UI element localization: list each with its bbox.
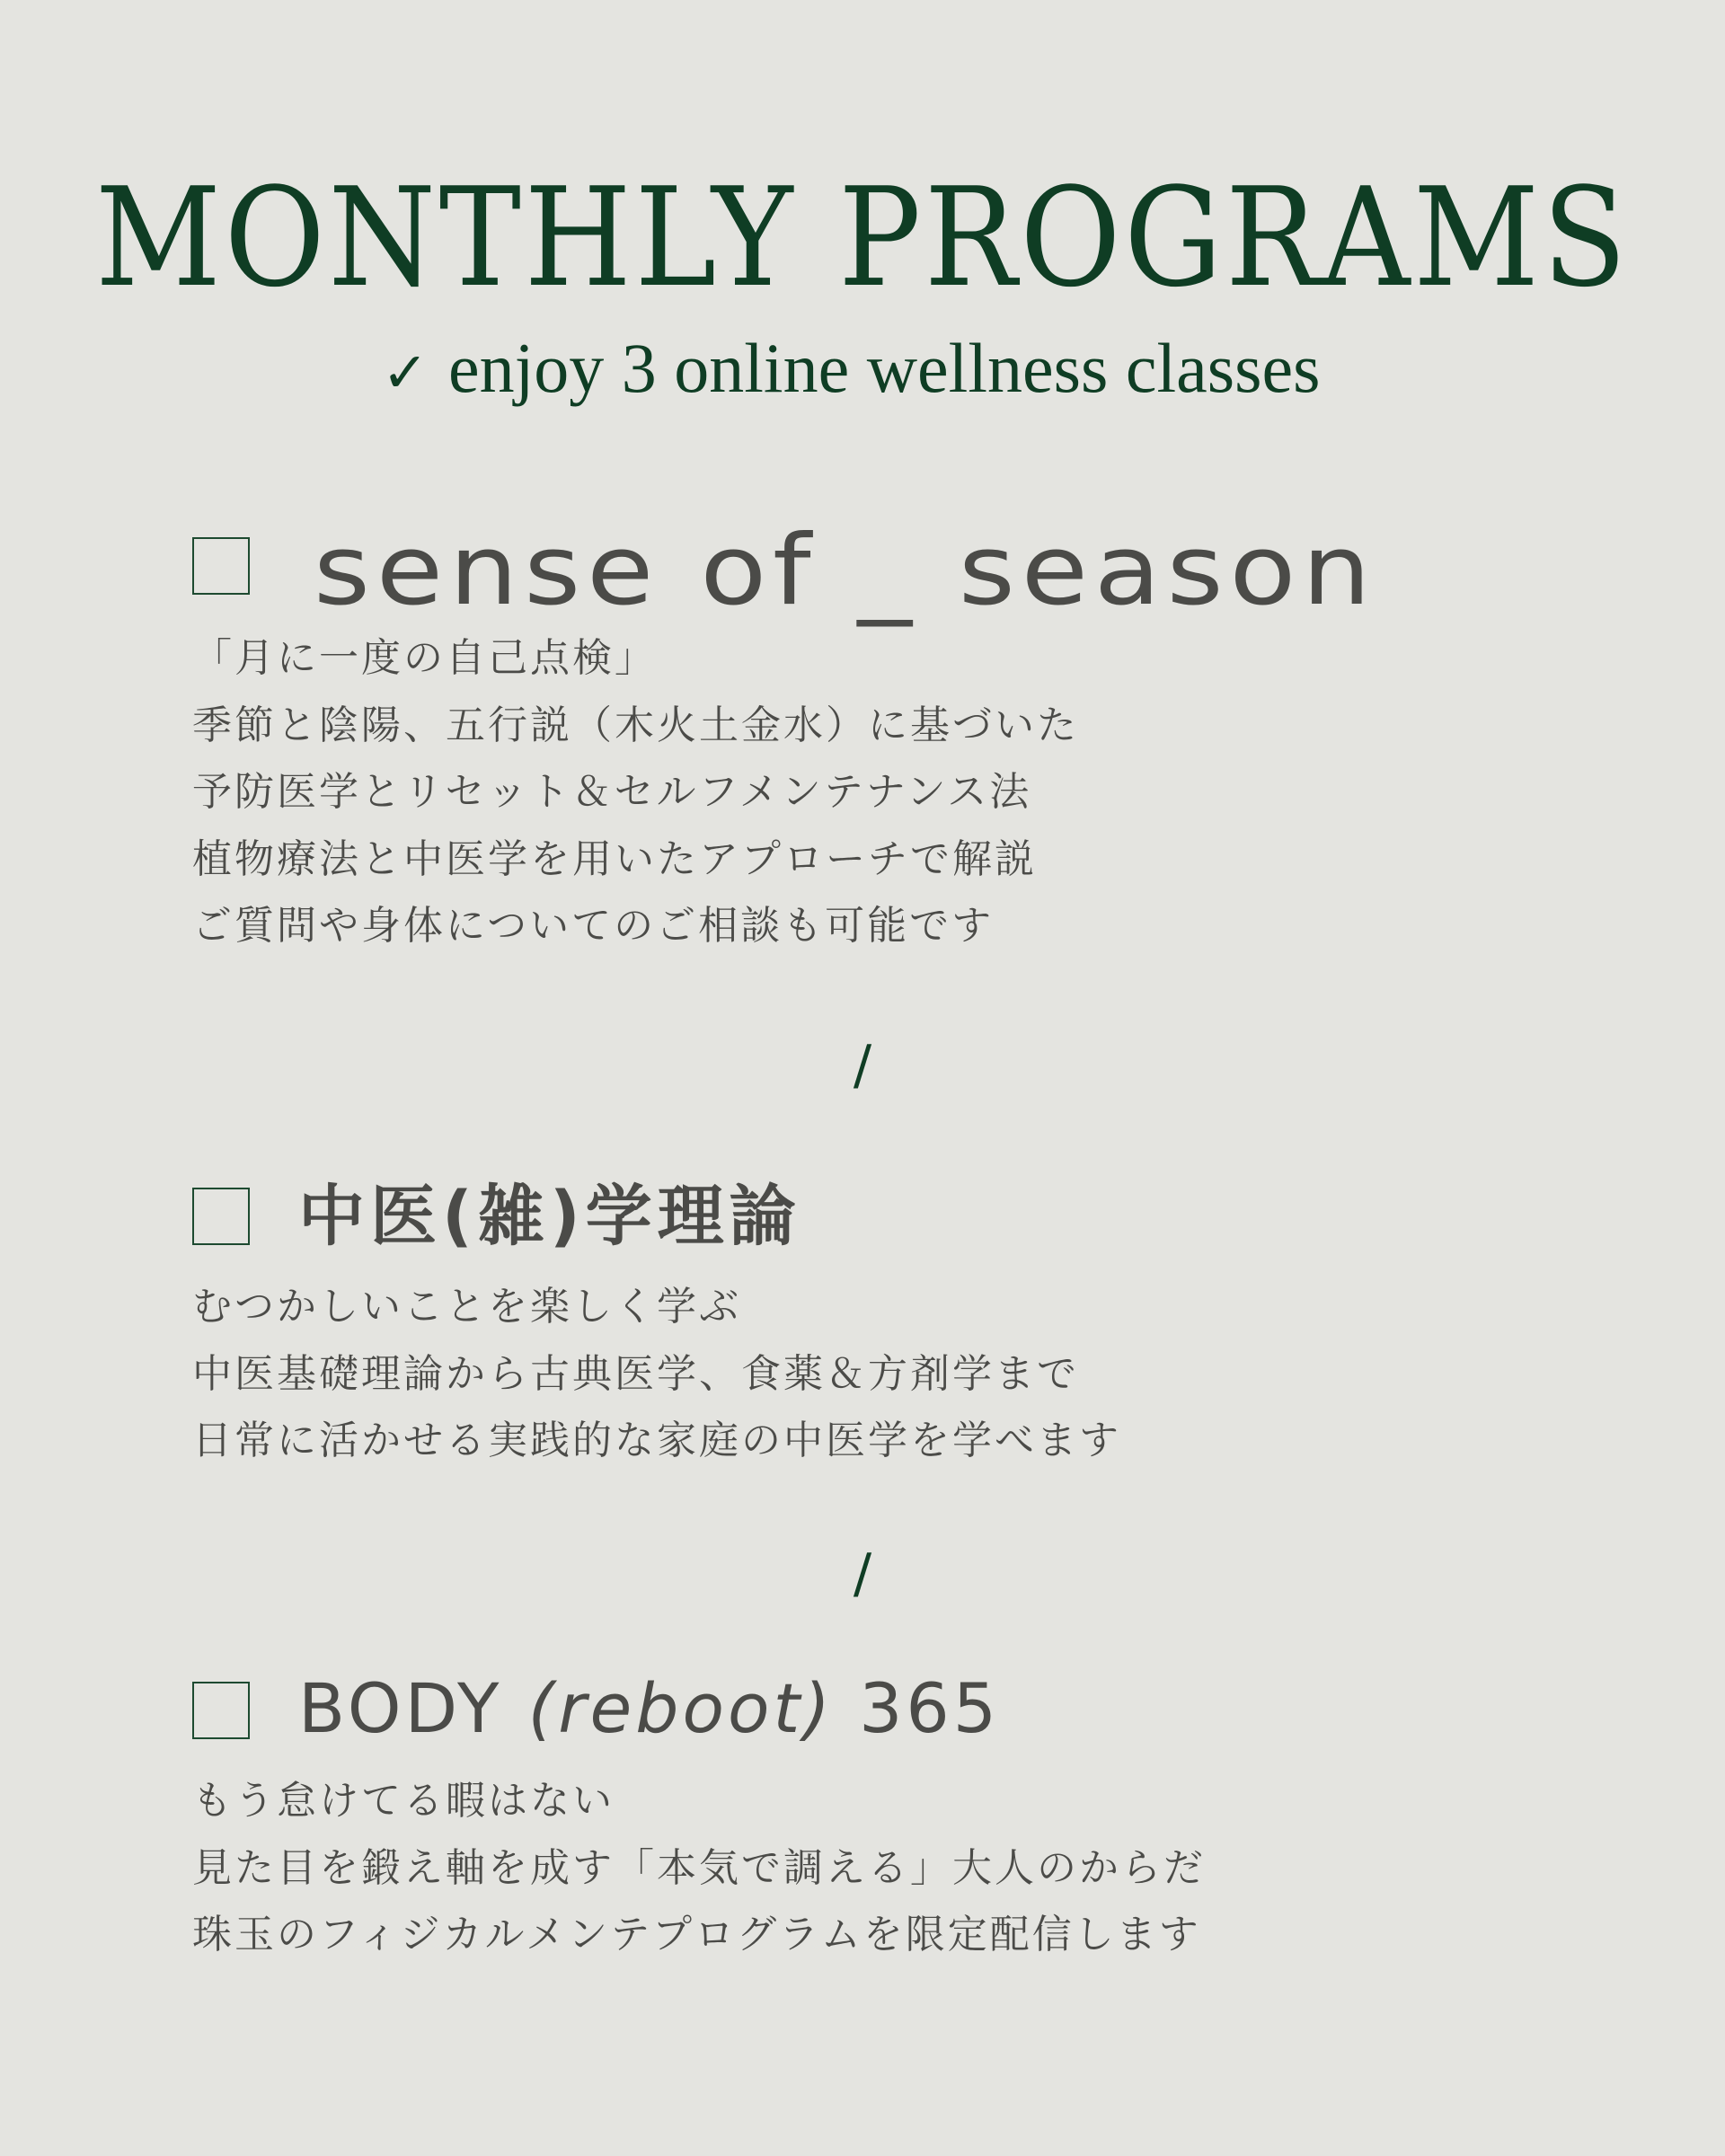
- description-line: ご質問や身体についてのご相談も可能です: [192, 903, 995, 949]
- program-title-main: BODY: [298, 1668, 528, 1748]
- program-body-reboot-365: [192, 1668, 1630, 1969]
- program-title-number: 365: [833, 1668, 1001, 1748]
- program-sense-of-season: [192, 515, 1630, 960]
- program-heading-row: [192, 515, 1630, 627]
- subtitle-text: enjoy 3 online wellness classes: [447, 329, 1321, 407]
- description-line: 季節と陰陽、五行説（木火土金水）に基づいた: [192, 702, 1079, 748]
- description-line: 植物療法と中医学を用いたアプローチで解説: [192, 835, 1037, 882]
- description-line: 見た目を鍛え軸を成す「本気で調える」大人のからだ: [192, 1844, 1206, 1891]
- description-line: 珠玉のフィジカルメンテプログラムを限定配信します: [192, 1912, 1201, 1957]
- program-description: [192, 625, 1630, 960]
- description-line: 中医基礎理論から古典医学、食薬＆方剤学まで: [192, 1350, 1079, 1397]
- program-title: 中医(雑)学理論: [298, 1178, 801, 1255]
- program-chinese-medicine-theory: [192, 1177, 1630, 1475]
- program-title: sense of _ season: [314, 515, 1377, 627]
- section-divider: /: [853, 1542, 872, 1605]
- check-icon: ✓: [382, 340, 429, 405]
- checkbox-icon: [192, 1682, 250, 1739]
- description-line: もう怠けてる暇はない: [192, 1778, 615, 1824]
- program-description: [192, 1274, 1630, 1475]
- program-title: [298, 1664, 1000, 1754]
- checkbox-icon: [192, 1188, 250, 1245]
- program-heading-row: [192, 1177, 1630, 1267]
- description-line: 「月に一度の自己点検」: [192, 635, 657, 681]
- program-description: [192, 1768, 1630, 1969]
- section-divider: /: [853, 1034, 872, 1097]
- page-title: MONTHLY PROGRAMS: [94, 158, 1631, 317]
- program-heading-row: [192, 1668, 1630, 1761]
- program-title-italic: (reboot): [527, 1668, 834, 1748]
- description-line: 日常に活かせる実践的な家庭の中医学を学べます: [192, 1418, 1121, 1463]
- description-line: 予防医学とリセット＆セルフメンテナンス法: [192, 769, 1032, 815]
- checkbox-icon: [192, 537, 250, 595]
- subtitle: [382, 323, 1320, 418]
- description-line: むつかしいことを楽しく学ぶ: [192, 1284, 741, 1330]
